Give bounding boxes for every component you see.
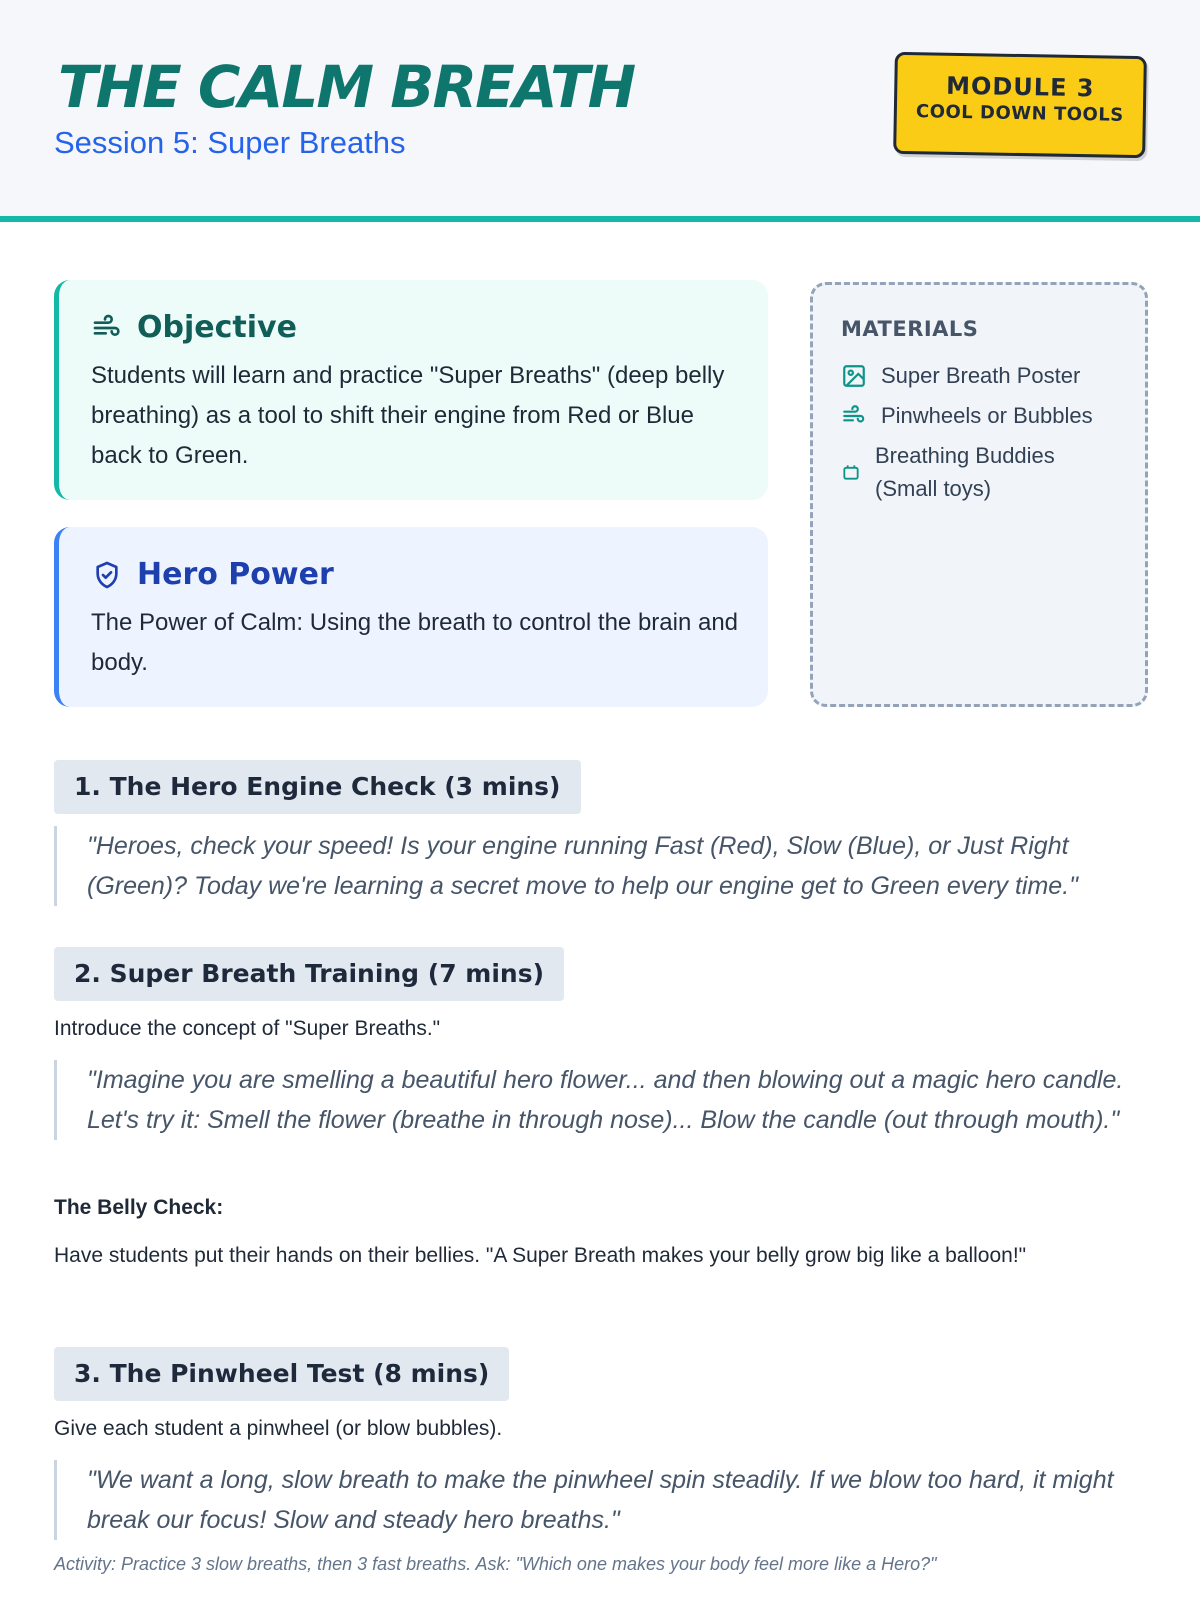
wind-icon <box>841 403 867 429</box>
section-heading: 2. Super Breath Training (7 mins) <box>54 947 564 1001</box>
materials-item <box>841 399 1141 432</box>
section-subheading: The Belly Check: <box>54 1196 224 1219</box>
objective-card <box>54 280 768 500</box>
section-heading: 3. The Pinwheel Test (8 mins) <box>54 1347 509 1401</box>
section-intro: Introduce the concept of "Super Breaths." <box>54 1017 441 1040</box>
objective-text: Students will learn and practice "Super Breaths" (deep belly breathing) as a tool to shift their engine from Red or Blue back to Green. <box>91 362 725 469</box>
materials-item-label: Super Breath Poster <box>881 363 1081 388</box>
module-badge <box>893 52 1147 158</box>
module-badge-number: MODULE 3 <box>945 71 1095 103</box>
activity-note: Activity: Practice 3 slow breaths, then 3 fast breaths. Ask: "Which one makes your body feel more like a Hero?" <box>54 1554 937 1574</box>
script-quote: "Imagine you are smelling a beautiful hero flower... and then blowing out a magic hero candle. Let's try it: Smell the flower (breathe in through nose)... Blow the candle (out through mouth)." <box>54 1060 1154 1140</box>
section-detail: Have students put their hands on their bellies. "A Super Breath makes your belly grow big like a balloon!" <box>54 1244 1027 1267</box>
page-header <box>0 0 1200 222</box>
module-badge-label: COOL DOWN TOOLS <box>915 101 1124 126</box>
session-subtitle: Session 5: Super Breaths <box>54 125 406 160</box>
section-heading: 1. The Hero Engine Check (3 mins) <box>54 760 581 814</box>
materials-item-label: Breathing Buddies (Small toys) <box>875 443 1055 501</box>
image-icon <box>841 363 867 389</box>
objective-header <box>91 310 297 345</box>
materials-panel <box>810 282 1148 707</box>
toy-icon <box>841 462 861 482</box>
wind-icon <box>91 312 123 344</box>
script-quote: "Heroes, check your speed! Is your engine running Fast (Red), Slow (Blue), or Just Right (Green)? Today we're learning a secret move to help our engine get to Green every time." <box>54 826 1154 906</box>
materials-item <box>841 359 1141 392</box>
hero-power-card <box>54 527 768 707</box>
script-quote: "We want a long, slow breath to make the pinwheel spin steadily. If we blow too hard, it might break our focus! Slow and steady hero breaths." <box>54 1460 1154 1540</box>
hero-power-text: The Power of Calm: Using the breath to control the brain and body. <box>91 609 739 676</box>
hero-power-title: Hero Power <box>137 557 334 592</box>
page-title: THE CALM BREATH <box>58 53 635 121</box>
materials-item-label: Pinwheels or Bubbles <box>881 403 1093 428</box>
hero-power-header <box>91 557 334 592</box>
materials-title: MATERIALS <box>841 317 979 341</box>
section-intro: Give each student a pinwheel (or blow bubbles). <box>54 1417 503 1440</box>
materials-item <box>841 439 1101 505</box>
objective-title: Objective <box>137 310 297 345</box>
shield-check-icon <box>91 559 123 591</box>
